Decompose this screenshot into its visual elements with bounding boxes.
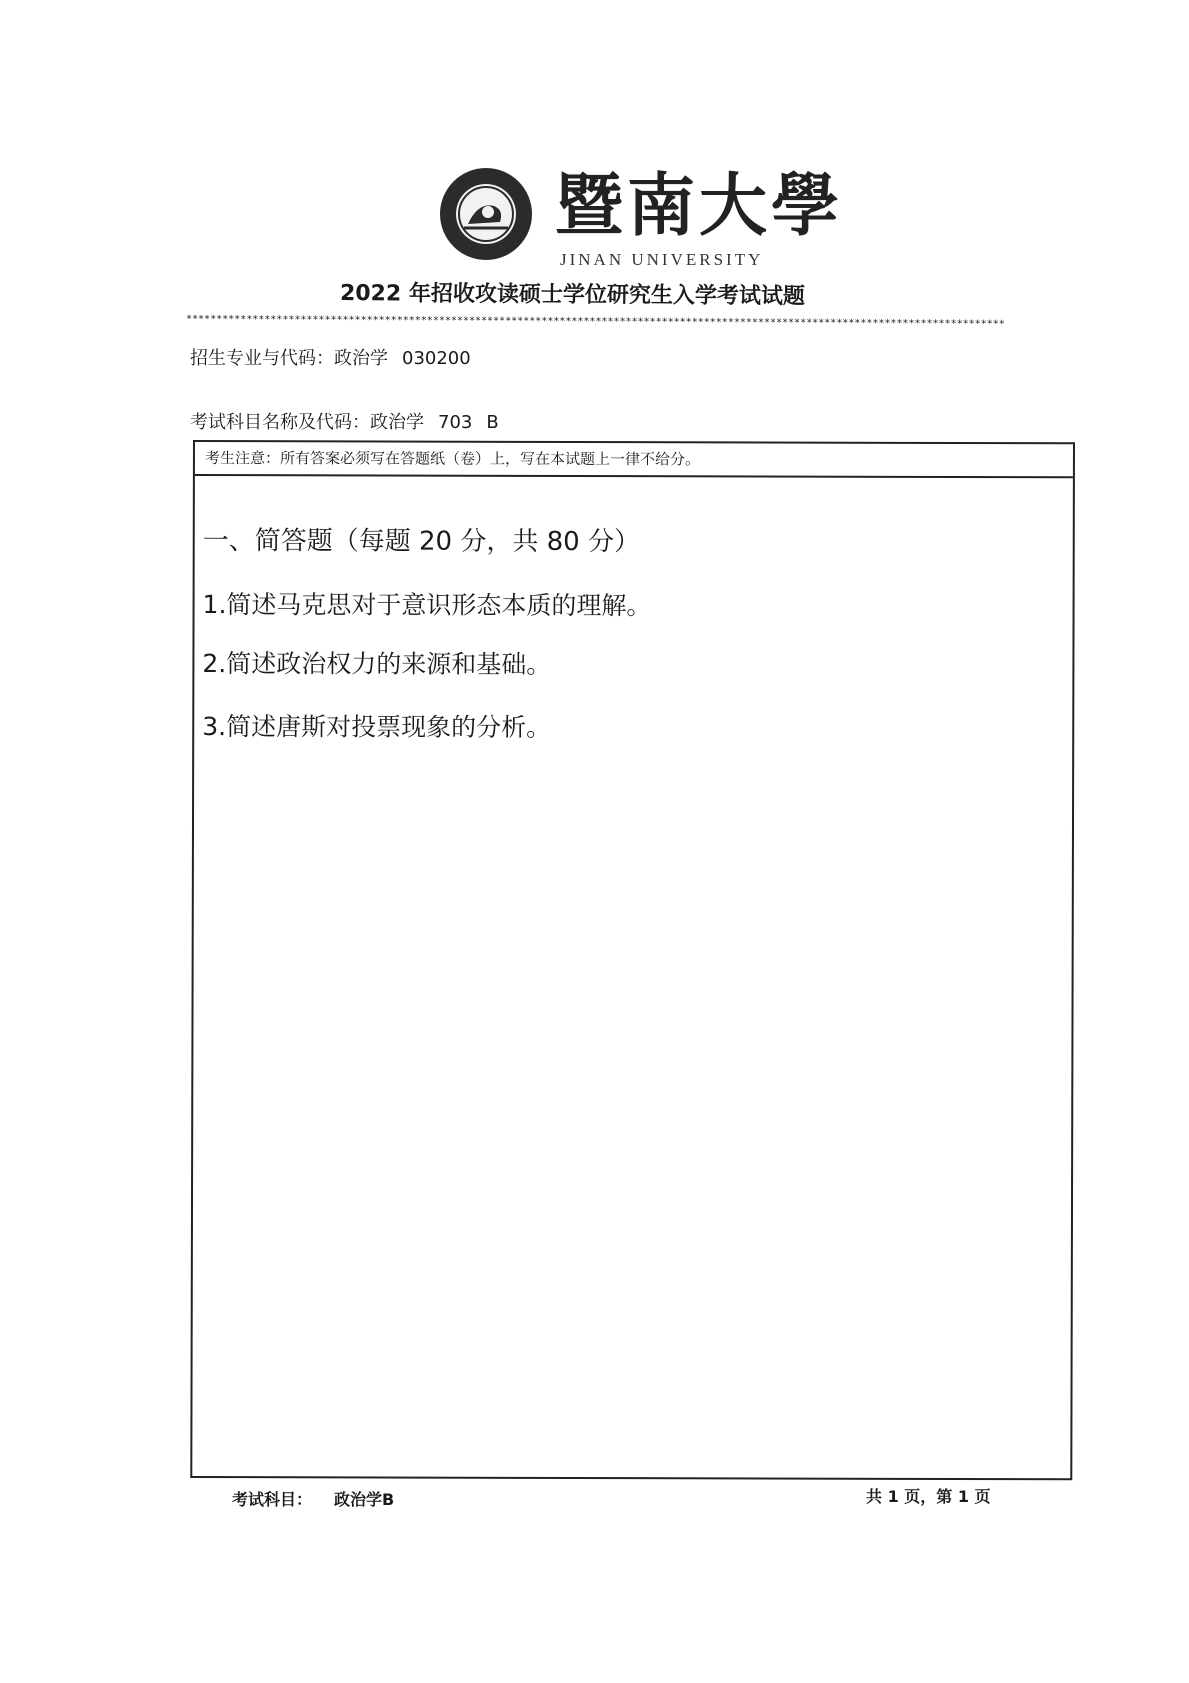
candidate-notice: 考生注意：所有答案必须写在答题纸（卷）上，写在本试题上一律不给分。 [195, 442, 1073, 478]
question-item: 1.简述马克思对于意识形态本质的理解。 [202, 590, 652, 621]
question-item: 3.简述唐斯对投票现象的分析。 [202, 712, 552, 742]
subject-label: 考试科目名称及代码： [190, 412, 370, 433]
subject-paper: B [486, 412, 499, 433]
university-seal-icon [438, 166, 534, 262]
footer-subject-label: 考试科目： [232, 1490, 313, 1509]
footer-page-info: 共 1 页，第 1 页 [866, 1487, 991, 1506]
university-name-cn: 暨南大學 [555, 166, 844, 246]
star-separator: **************************************************************************************************************************************** [185, 314, 1005, 331]
question-item: 2.简述政治权力的来源和基础。 [202, 649, 552, 679]
exam-title: 2022 年招收攻读硕士学位研究生入学考试试题 [339, 281, 805, 310]
major-name: 政治学 [334, 348, 388, 369]
subject-name: 政治学 [370, 412, 424, 433]
subject-code: 703 [438, 412, 473, 433]
footer-subject-paper: B [382, 1490, 395, 1509]
major-code: 030200 [402, 348, 471, 369]
university-name-en: JINAN UNIVERSITY [560, 250, 764, 269]
major-line [190, 344, 471, 370]
subject-line [190, 408, 499, 434]
major-label: 招生专业与代码： [190, 348, 334, 369]
section-heading: 一、简答题（每题 20 分，共 80 分） [202, 526, 641, 558]
footer-subject-name: 政治学 [334, 1490, 383, 1509]
question-box [190, 440, 1075, 1480]
footer-subject [232, 1487, 394, 1510]
